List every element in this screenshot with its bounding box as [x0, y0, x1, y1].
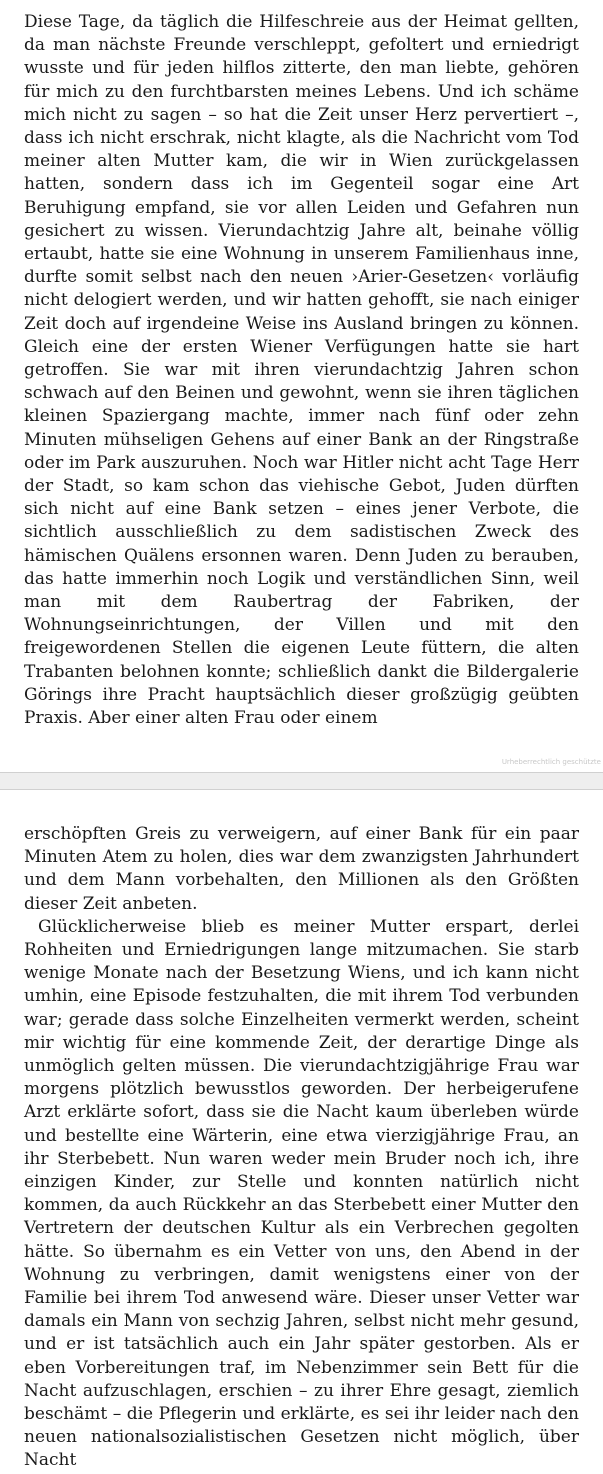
copyright-watermark: Urheberrechtlich geschützte	[501, 758, 601, 766]
paragraph-continued: erschöpften Greis zu verweigern, auf einer Bank für ein paar Minuten Atem zu holen, dies war dem zwanzigsten Jahrhundert und dem Mann vorbehalten, den Millionen als den Größten dieser Zeit anbeten.	[24, 824, 579, 914]
paragraph: Diese Tage, da täglich die Hilfeschreie aus der Heimat gellten, da man nächste Freunde verschleppt, gefoltert und erniedrigt wusste und für jeden hilflos zitterte, den man liebte, gehören für mich zu den furchtbarsten meines Lebens. Und ich schäme mich nicht zu sagen – so hat die Zeit unser Herz pervertiert –, dass ich nicht erschrak, nicht klagte, als die Nachricht vom Tod meiner alten Mutter kam, die wir in Wien zurückgelassen hatten, sondern dass ich im Gegenteil sogar eine Art Beruhigung empfand, sie vor allen Leiden und Gefahren nun gesichert zu wissen. Vierundachtzig Jahre alt, beinahe völlig ertaubt, hatte sie eine Wohnung in unserem Familienhaus inne, durfte somit selbst nach den neuen ›Arier-Gesetzen‹ vorläufig nicht delogiert werden, und wir hatten gehofft, sie nach einiger Zeit doch auf irgendeine Weise ins Ausland bringen zu können. Gleich eine der ersten Wiener Verfügungen hatte sie hart getroffen. Sie war mit ihren vierundachtzig Jahren schon schwach auf den Beinen und gewohnt, wenn sie ihren täglichen kleinen Spaziergang machte, immer nach fünf oder zehn Minuten mühseligen Gehens auf einer Bank an der Ringstraße oder im Park auszuruhen. Noch war Hitler nicht acht Tage Herr der Stadt, so kam schon das viehische Gebot, Juden dürften sich nicht auf eine Bank setzen – eines jener Verbote, die sichtlich ausschließlich zu dem sadistischen Zweck des hämischen Quälens ersonnen waren. Denn Juden zu berauben, das hatte immerhin noch Logik und verständlichen Sinn, weil man mit dem Raubertrag der Fabriken, der Wohnungseinrichtungen, der Villen und mit den freigewordenen Stellen die eigenen Leute füttern, die alten Trabanten belohnen konnte; schließlich dankt die Bildergalerie Görings ihre Pracht hauptsächlich dieser großzügig geübten Praxis. Aber einer alten Frau oder einem	[24, 12, 579, 729]
page-1-text	[24, 11, 579, 730]
page-separator	[0, 772, 603, 790]
paragraph: Glücklicherweise blieb es meiner Mutter erspart, derlei Rohheiten und Erniedrigungen lange mitzumachen. Sie starb wenige Monate nach der Besetzung Wiens, und ich kann nicht umhin, eine Episode festzuhalten, die mit ihrem Tod verbunden war; gerade dass solche Einzelheiten vermerkt werden, scheint mir wichtig für eine kommende Zeit, der derartige Dinge als unmöglich gelten müssen. Die vierundachtzigjährige Frau war morgens plötzlich bewusstlos geworden. Der herbeigerufene Arzt erklärte sofort, dass sie die Nacht kaum überleben würde und bestellte eine Wärterin, eine etwa vierzigjährige Frau, an ihr Sterbebett. Nun waren weder mein Bruder noch ich, ihre einzigen Kinder, zur Stelle und konnten natürlich nicht kommen, da auch Rückkehr an das Sterbebett einer Mutter den Vertretern der deutschen Kultur als ein Verbrechen gegolten hätte. So übernahm es ein Vetter von uns, den Abend in der Wohnung zu verbringen, damit wenigstens einer von der Familie bei ihrem Tod anwesend wäre. Dieser unser Vetter war damals ein Mann von sechzig Jahren, selbst nicht mehr gesund, und er ist tatsächlich auch ein Jahr später gestorben. Als er eben Vorbereitungen traf, im Nebenzimmer sein Bett für die Nacht aufzuschlagen, erschien – zu ihrer Ehre gesagt, ziemlich beschämt – die Pflegerin und erklärte, es sei ihr leider nach den neuen nationalsozialistischen Gesetzen nicht möglich, über Nacht	[24, 916, 579, 1471]
page-2-text	[24, 823, 579, 1473]
book-page-2	[0, 790, 603, 1474]
